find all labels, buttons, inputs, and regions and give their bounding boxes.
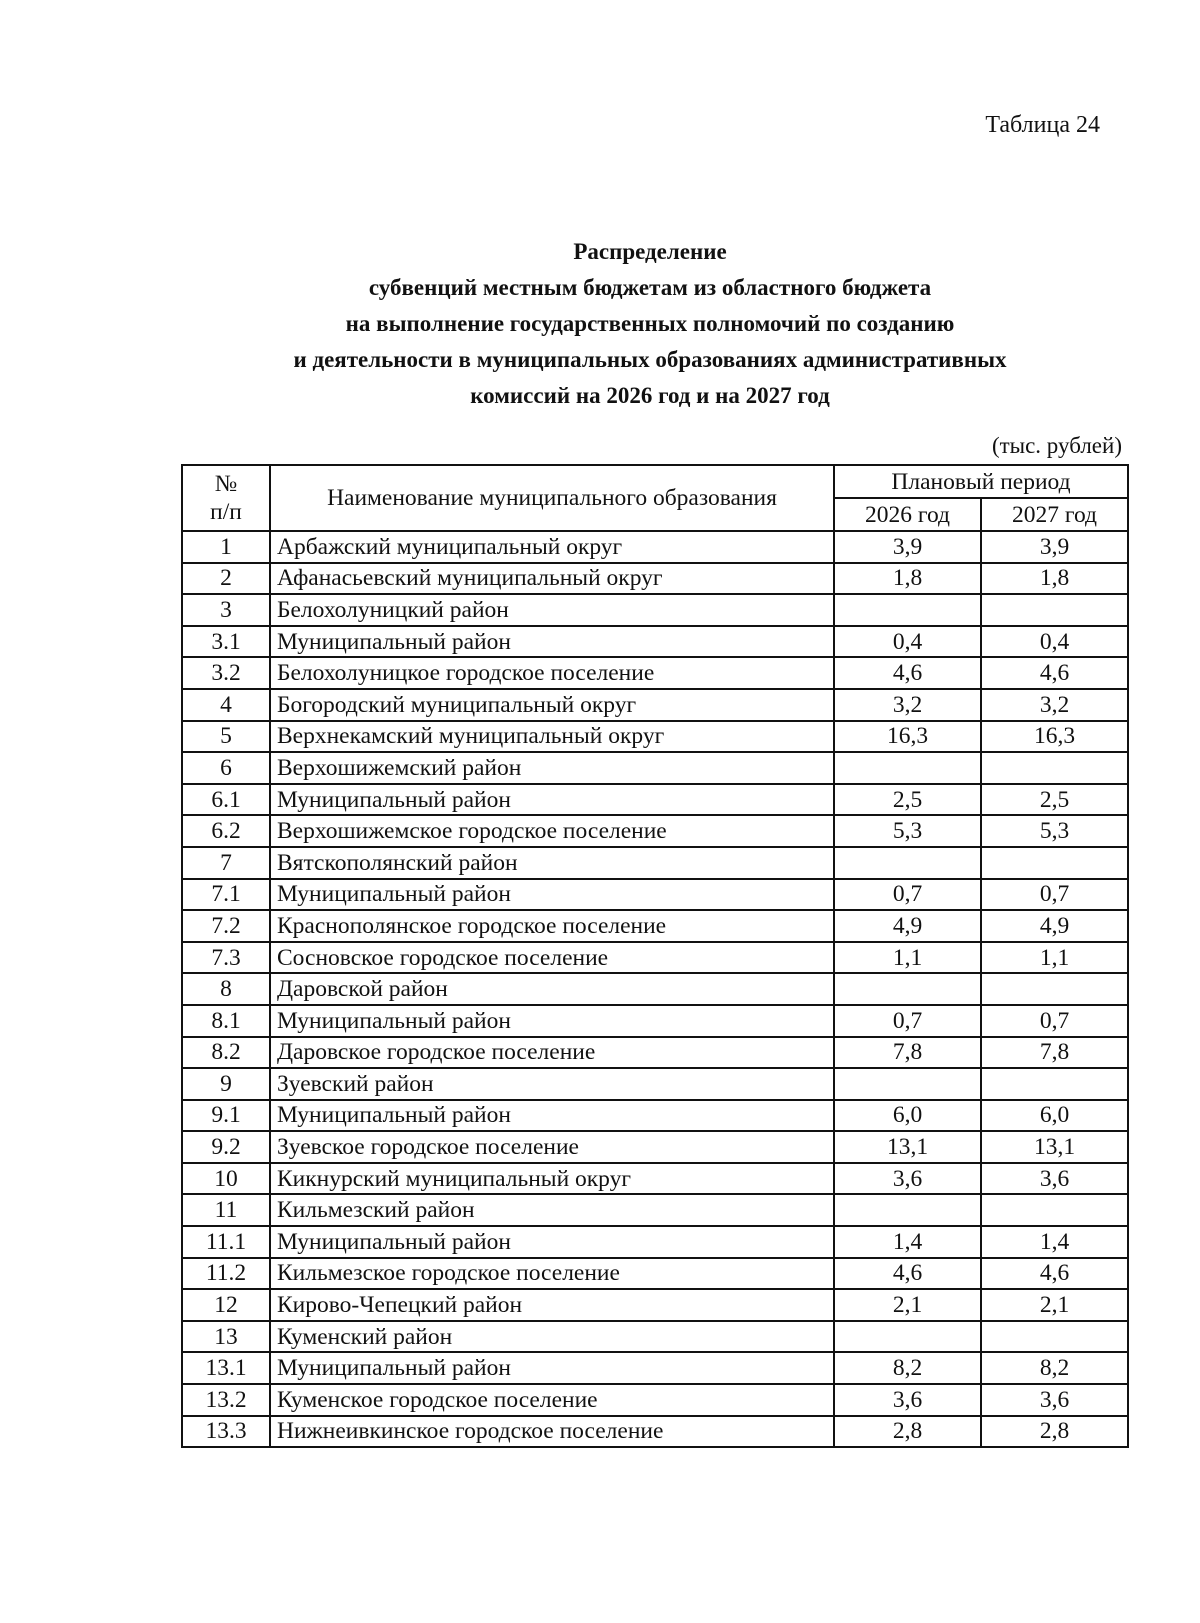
- row-name: Муниципальный район: [270, 626, 834, 658]
- table-row: [182, 1352, 1128, 1384]
- row-name: Муниципальный район: [270, 1005, 834, 1037]
- row-name: Белохолуницкий район: [270, 594, 834, 626]
- table-row: [182, 689, 1128, 721]
- row-value-2026: 2,8: [834, 1416, 981, 1448]
- row-value-2026: 7,8: [834, 1037, 981, 1069]
- row-value-2027: 2,5: [981, 784, 1128, 816]
- row-name: Даровской район: [270, 973, 834, 1005]
- table-row: [182, 784, 1128, 816]
- row-number: 11.1: [182, 1226, 270, 1258]
- row-value-2027: [981, 1321, 1128, 1353]
- row-value-2026: [834, 973, 981, 1005]
- row-value-2026: [834, 1194, 981, 1226]
- row-name: Куменский район: [270, 1321, 834, 1353]
- row-number: 4: [182, 689, 270, 721]
- row-number: 9.1: [182, 1100, 270, 1132]
- row-value-2027: 3,9: [981, 531, 1128, 563]
- row-value-2027: [981, 847, 1128, 879]
- row-number: 6: [182, 752, 270, 784]
- row-number: 13.1: [182, 1352, 270, 1384]
- row-name: Зуевское городское поселение: [270, 1131, 834, 1163]
- row-value-2027: 3,6: [981, 1163, 1128, 1195]
- document-title: [150, 234, 1150, 414]
- table-row: [182, 1258, 1128, 1290]
- row-value-2026: 16,3: [834, 721, 981, 753]
- row-number: 7.1: [182, 879, 270, 911]
- row-value-2026: 3,2: [834, 689, 981, 721]
- row-number: 2: [182, 563, 270, 595]
- row-number: 10: [182, 1163, 270, 1195]
- row-name: Вятскополянский район: [270, 847, 834, 879]
- row-value-2027: 1,1: [981, 942, 1128, 974]
- row-value-2027: 1,8: [981, 563, 1128, 595]
- title-line: Распределение: [573, 239, 727, 264]
- header-row: [182, 465, 1128, 498]
- row-name: Кильмезский район: [270, 1194, 834, 1226]
- row-name: Муниципальный район: [270, 1100, 834, 1132]
- row-value-2026: 1,1: [834, 942, 981, 974]
- row-value-2027: 8,2: [981, 1352, 1128, 1384]
- row-value-2026: [834, 1321, 981, 1353]
- table-row: [182, 531, 1128, 563]
- table-row: [182, 1416, 1128, 1448]
- row-number: 12: [182, 1289, 270, 1321]
- row-name: Верхнекамский муниципальный округ: [270, 721, 834, 753]
- row-name: Муниципальный район: [270, 1226, 834, 1258]
- row-value-2027: 6,0: [981, 1100, 1128, 1132]
- row-number: 13.2: [182, 1384, 270, 1416]
- row-value-2026: 1,8: [834, 563, 981, 595]
- row-value-2027: [981, 594, 1128, 626]
- table-row: [182, 910, 1128, 942]
- row-number: 9.2: [182, 1131, 270, 1163]
- table-row: [182, 1384, 1128, 1416]
- row-number: 7.2: [182, 910, 270, 942]
- table-row: [182, 1068, 1128, 1100]
- row-name: Зуевский район: [270, 1068, 834, 1100]
- table-row: [182, 594, 1128, 626]
- table-row: [182, 1005, 1128, 1037]
- row-value-2026: 4,6: [834, 1258, 981, 1290]
- header-year-2026: 2026 год: [834, 498, 981, 531]
- row-value-2027: 0,7: [981, 1005, 1128, 1037]
- row-name: Верхошижемское городское поселение: [270, 815, 834, 847]
- table-row: [182, 1289, 1128, 1321]
- row-value-2026: 13,1: [834, 1131, 981, 1163]
- row-number: 3.2: [182, 657, 270, 689]
- row-value-2027: 0,4: [981, 626, 1128, 658]
- row-value-2026: 3,6: [834, 1163, 981, 1195]
- allocation-table: [181, 464, 1129, 1448]
- title-line: субвенций местным бюджетам из областного бюджета: [368, 275, 932, 300]
- row-value-2026: 2,1: [834, 1289, 981, 1321]
- table-body: [182, 531, 1128, 1447]
- row-number: 7: [182, 847, 270, 879]
- row-value-2027: [981, 1194, 1128, 1226]
- row-value-2027: 2,1: [981, 1289, 1128, 1321]
- row-name: Сосновское городское поселение: [270, 942, 834, 974]
- table-row: [182, 942, 1128, 974]
- header-num: [182, 465, 270, 531]
- table-row: [182, 1037, 1128, 1069]
- row-value-2027: 4,6: [981, 657, 1128, 689]
- table-row: [182, 1163, 1128, 1195]
- header-name: Наименование муниципального образования: [270, 465, 834, 531]
- row-value-2027: 3,2: [981, 689, 1128, 721]
- row-value-2027: 4,6: [981, 1258, 1128, 1290]
- row-number: 3: [182, 594, 270, 626]
- row-name: Верхошижемский район: [270, 752, 834, 784]
- table-row: [182, 1100, 1128, 1132]
- table-row: [182, 1321, 1128, 1353]
- row-name: Куменское городское поселение: [270, 1384, 834, 1416]
- row-name: Кильмезское городское поселение: [270, 1258, 834, 1290]
- table-row: [182, 1131, 1128, 1163]
- row-value-2027: 16,3: [981, 721, 1128, 753]
- title-line: комиссий на 2026 год и на 2027 год: [470, 383, 830, 408]
- row-name: Даровское городское поселение: [270, 1037, 834, 1069]
- units-label: (тыс. рублей): [991, 433, 1122, 458]
- row-value-2026: 1,4: [834, 1226, 981, 1258]
- row-value-2026: [834, 1068, 981, 1100]
- row-name: Муниципальный район: [270, 784, 834, 816]
- row-name: Афанасьевский муниципальный округ: [270, 563, 834, 595]
- row-value-2027: [981, 752, 1128, 784]
- title-line: на выполнение государственных полномочий по созданию: [345, 311, 955, 336]
- row-value-2026: 2,5: [834, 784, 981, 816]
- row-number: 6.1: [182, 784, 270, 816]
- row-value-2026: 4,6: [834, 657, 981, 689]
- table-row: [182, 752, 1128, 784]
- row-value-2027: 5,3: [981, 815, 1128, 847]
- row-value-2027: 2,8: [981, 1416, 1128, 1448]
- row-value-2026: [834, 847, 981, 879]
- row-value-2026: 0,4: [834, 626, 981, 658]
- table-row: [182, 973, 1128, 1005]
- row-name: Муниципальный район: [270, 1352, 834, 1384]
- header-num-line2: п/п: [210, 499, 242, 525]
- table-row: [182, 721, 1128, 753]
- row-name: Краснополянское городское поселение: [270, 910, 834, 942]
- row-number: 8: [182, 973, 270, 1005]
- row-value-2027: 3,6: [981, 1384, 1128, 1416]
- table-row: [182, 626, 1128, 658]
- row-number: 11: [182, 1194, 270, 1226]
- table-row: [182, 1194, 1128, 1226]
- row-name: Нижнеивкинское городское поселение: [270, 1416, 834, 1448]
- row-name: Белохолуницкое городское поселение: [270, 657, 834, 689]
- row-value-2026: 0,7: [834, 879, 981, 911]
- row-name: Кирово-Чепецкий район: [270, 1289, 834, 1321]
- row-value-2026: [834, 752, 981, 784]
- row-number: 8.1: [182, 1005, 270, 1037]
- row-value-2027: 7,8: [981, 1037, 1128, 1069]
- table-row: [182, 847, 1128, 879]
- row-value-2026: [834, 594, 981, 626]
- table-row: [182, 1226, 1128, 1258]
- row-number: 7.3: [182, 942, 270, 974]
- row-number: 13: [182, 1321, 270, 1353]
- row-value-2027: 4,9: [981, 910, 1128, 942]
- row-value-2026: 5,3: [834, 815, 981, 847]
- row-name: Богородский муниципальный округ: [270, 689, 834, 721]
- row-value-2027: [981, 973, 1128, 1005]
- table-row: [182, 563, 1128, 595]
- row-value-2026: 8,2: [834, 1352, 981, 1384]
- table-row: [182, 657, 1128, 689]
- header-num-line1: №: [214, 471, 238, 497]
- title-line: и деятельности в муниципальных образованиях административных: [293, 347, 1007, 372]
- row-number: 3.1: [182, 626, 270, 658]
- table-row: [182, 879, 1128, 911]
- row-value-2027: 0,7: [981, 879, 1128, 911]
- row-value-2026: 3,9: [834, 531, 981, 563]
- row-number: 11.2: [182, 1258, 270, 1290]
- header-year-2027: 2027 год: [981, 498, 1128, 531]
- row-name: Кикнурский муниципальный округ: [270, 1163, 834, 1195]
- row-value-2027: 13,1: [981, 1131, 1128, 1163]
- row-value-2027: [981, 1068, 1128, 1100]
- row-value-2026: 0,7: [834, 1005, 981, 1037]
- row-value-2026: 3,6: [834, 1384, 981, 1416]
- row-number: 8.2: [182, 1037, 270, 1069]
- row-value-2026: 6,0: [834, 1100, 981, 1132]
- table-number-label: Таблица 24: [985, 112, 1100, 138]
- row-value-2026: 4,9: [834, 910, 981, 942]
- row-number: 1: [182, 531, 270, 563]
- row-number: 6.2: [182, 815, 270, 847]
- row-name: Арбажский муниципальный округ: [270, 531, 834, 563]
- header-period: Плановый период: [834, 465, 1128, 498]
- row-name: Муниципальный район: [270, 879, 834, 911]
- row-number: 5: [182, 721, 270, 753]
- row-number: 13.3: [182, 1416, 270, 1448]
- row-number: 9: [182, 1068, 270, 1100]
- row-value-2027: 1,4: [981, 1226, 1128, 1258]
- table-row: [182, 815, 1128, 847]
